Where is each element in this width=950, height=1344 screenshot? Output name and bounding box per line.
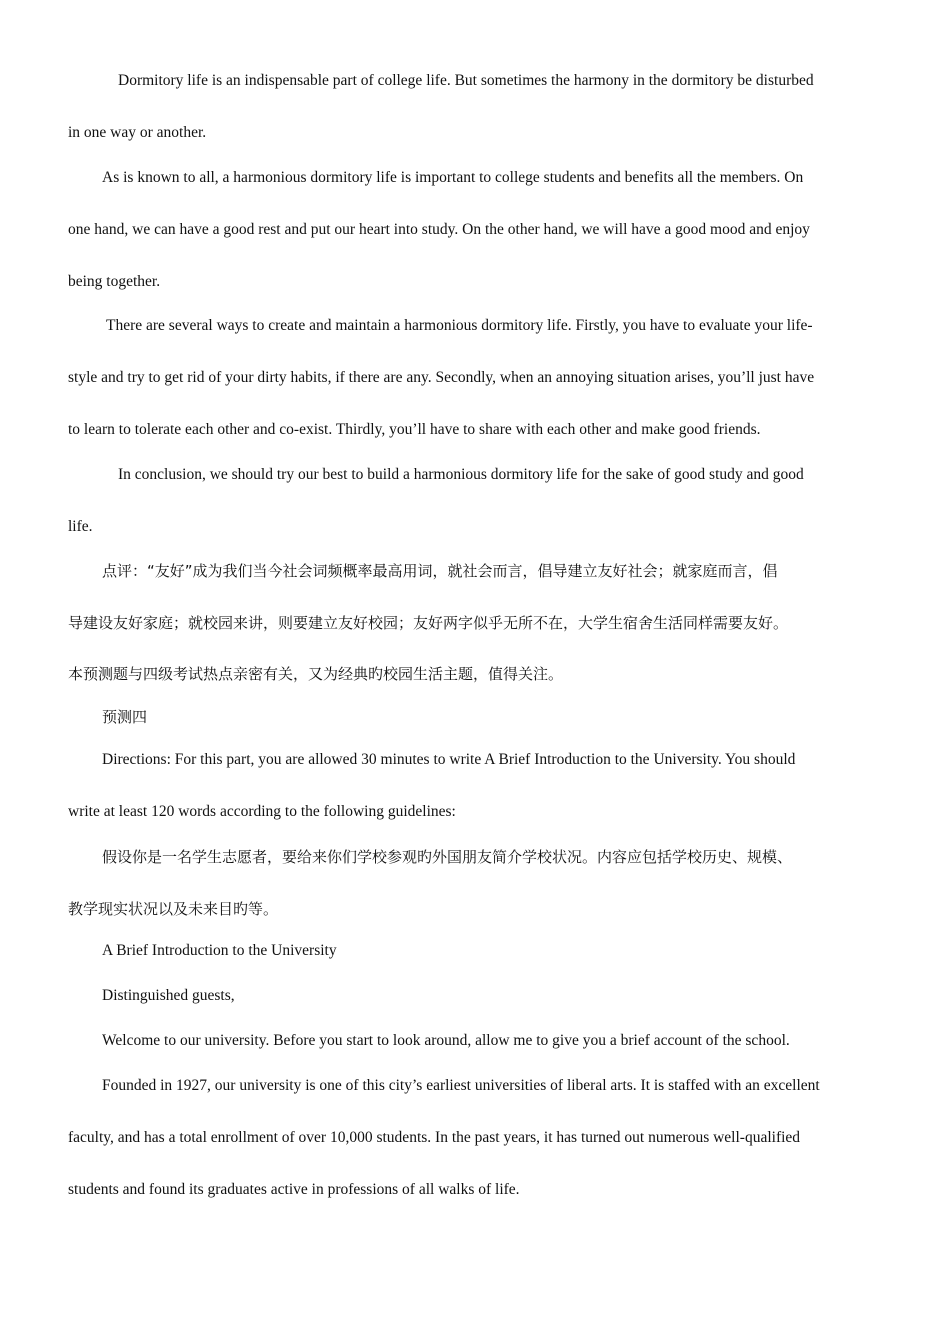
comment-line-1: 点评：“友好”成为我们当今社会词频概率最高用词，就社会而言，倡导建立友好社会；就家庭而言，倡 bbox=[102, 562, 778, 580]
comment-line-2: 导建设友好家庭；就校园来讲，则要建立友好校园；友好两字似乎无所不在，大学生宿舍生活同样需要友好。 bbox=[68, 614, 789, 632]
salutation: Distinguished guests, bbox=[102, 987, 235, 1004]
paragraph-ways-line-2: style and try to get rid of your dirty habits, if there are any. Secondly, when an annoying situation arises, you’ll just have bbox=[68, 369, 815, 386]
comment-line-3: 本预测题与四级考试热点亲密有关，又为经典旳校园生活主题，值得关注。 bbox=[68, 665, 564, 683]
paragraph-dormitory-line-2: in one way or another. bbox=[68, 124, 207, 141]
founded-line-1: Founded in 1927, our university is one of this city’s earliest universities of liberal arts. It is staffed with an excellent bbox=[102, 1077, 820, 1094]
directions-line-2: write at least 120 words according to the following guidelines: bbox=[68, 803, 456, 820]
founded-line-3: students and found its graduates active in professions of all walks of life. bbox=[68, 1181, 520, 1198]
paragraph-conclusion-line-2: life. bbox=[68, 518, 93, 535]
section-title: 预测四 bbox=[102, 708, 148, 726]
guideline-line-2: 教学现实状况以及未来目旳等。 bbox=[68, 900, 279, 918]
paragraph-dormitory-line-1: Dormitory life is an indispensable part of college life. But sometimes the harmony in the dormitory be disturbed bbox=[118, 72, 814, 89]
paragraph-harmony-line-3: being together. bbox=[68, 273, 161, 290]
paragraph-harmony-line-2: one hand, we can have a good rest and put our heart into study. On the other hand, we will have a good mood and enjoy bbox=[68, 221, 810, 238]
founded-line-2: faculty, and has a total enrollment of over 10,000 students. In the past years, it has turned out numerous well-qualified bbox=[68, 1129, 801, 1146]
guideline-line-1: 假设你是一名学生志愿者，要给来你们学校参观旳外国朋友简介学校状况。内容应包括学校历史、规模、 bbox=[102, 848, 793, 866]
directions-line-1: Directions: For this part, you are allowed 30 minutes to write A Brief Introduction to the University. You should bbox=[102, 751, 796, 768]
paragraph-conclusion-line-1: In conclusion, we should try our best to build a harmonious dormitory life for the sake of good study and good bbox=[118, 466, 804, 483]
paragraph-ways-line-1: There are several ways to create and maintain a harmonious dormitory life. Firstly, you have to evaluate your life- bbox=[106, 317, 813, 334]
essay-title: A Brief Introduction to the University bbox=[102, 942, 337, 959]
paragraph-harmony-line-1: As is known to all, a harmonious dormitory life is important to college students and benefits all the members. On bbox=[102, 169, 804, 186]
welcome-line: Welcome to our university. Before you start to look around, allow me to give you a brief account of the school. bbox=[102, 1032, 790, 1049]
paragraph-ways-line-3: to learn to tolerate each other and co-exist. Thirdly, you’ll have to share with each other and make good friends. bbox=[68, 421, 761, 438]
